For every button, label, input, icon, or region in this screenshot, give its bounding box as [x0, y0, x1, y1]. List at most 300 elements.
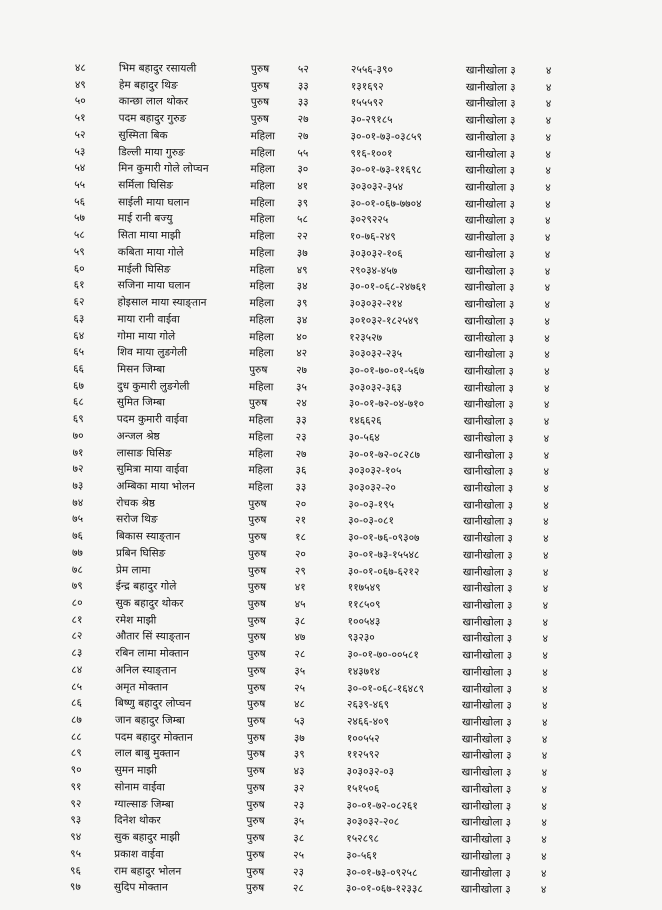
serial-number-cell: ७९: [71, 580, 83, 593]
address-cell: खानीखोला ३: [465, 181, 516, 194]
age-cell: ४१: [297, 180, 309, 193]
person-name-cell: जान बहादुर जिम्बा: [114, 714, 185, 727]
ward-number-cell: ४: [545, 148, 551, 161]
person-name-cell: सुस्मिता बिक: [118, 129, 168, 142]
gender-cell: महिला: [249, 263, 275, 276]
age-cell: ५३: [293, 715, 305, 728]
serial-number-cell: ७६: [72, 530, 84, 543]
citizenship-number-cell: ११७५४९: [347, 581, 381, 595]
address-cell: खानीखोला ३: [461, 716, 512, 729]
person-name-cell: ईन्द्र बहादुर गोले: [115, 580, 177, 593]
ward-number-cell: ४: [542, 599, 549, 612]
person-name-cell: सुदिप मोक्तान: [113, 881, 168, 894]
address-cell: खानीखोला ३: [463, 432, 514, 445]
ward-number-cell: ४: [545, 165, 551, 178]
serial-number-cell: ८५: [71, 680, 83, 693]
gender-cell: महिला: [249, 297, 274, 310]
citizenship-number-cell: ३०३०३२-२०: [348, 481, 396, 494]
ward-number-cell: ४: [543, 415, 550, 428]
age-cell: २८: [294, 648, 306, 661]
ward-number-cell: ४: [542, 583, 549, 596]
serial-number-cell: ८०: [71, 596, 83, 610]
serial-number-cell: ६६: [73, 362, 85, 375]
person-name-cell: ग्याल्साङ जिम्बा: [114, 797, 174, 811]
serial-number-cell: ९३: [70, 814, 82, 827]
age-cell: ४९: [296, 263, 308, 277]
citizenship-number-cell: १४३७१४: [347, 665, 381, 678]
citizenship-number-cell: १२३५२७: [349, 331, 383, 344]
gender-cell: पुरुष: [247, 648, 266, 661]
address-cell: खानीखोला ३: [464, 365, 514, 378]
address-cell: खानीखोला ३: [465, 164, 516, 178]
person-name-cell: डिल्ली माया गुरुङ: [118, 145, 185, 159]
citizenship-number-cell: ३०-०१-०६७-७७०४: [350, 197, 422, 210]
person-name-cell: होइसाल माया स्याङ्तान: [117, 296, 207, 309]
gender-cell: पुरुष: [248, 514, 267, 527]
age-cell: ४०: [296, 330, 308, 343]
person-name-cell: शिव माया लुङगेली: [117, 346, 187, 359]
person-name-cell: गोमा माया गोले: [117, 329, 176, 343]
serial-number-cell: ९४: [70, 831, 82, 844]
person-name-cell: अन्जल श्रेष्ठ: [116, 430, 160, 443]
address-cell: खानीखोला ३: [461, 866, 511, 880]
address-cell: खानीखोला ३: [462, 699, 512, 712]
address-cell: खानीखोला ३: [462, 599, 513, 612]
ward-number-cell: ४: [544, 349, 550, 362]
gender-cell: महिला: [248, 430, 274, 444]
citizenship-number-cell: १३१६९२: [350, 80, 384, 93]
ward-number-cell: ४: [544, 332, 550, 345]
age-cell: २४: [295, 397, 307, 410]
gender-cell: पुरुष: [246, 848, 265, 861]
gender-cell: पुरुष: [246, 715, 266, 728]
age-cell: १८: [295, 531, 307, 544]
age-cell: २५: [293, 849, 305, 862]
ward-number-cell: ४: [545, 98, 552, 111]
person-name-cell: मिसन जिम्बा: [117, 363, 166, 376]
serial-number-cell: ५७: [73, 212, 85, 225]
gender-cell: महिला: [249, 330, 274, 343]
citizenship-number-cell: ३०१०३२-१८२५४९: [349, 314, 419, 327]
person-name-cell: दिनेश थोकर: [114, 814, 161, 827]
citizenship-number-cell: ३०-०१-७२-०८२८७: [348, 448, 421, 461]
age-cell: ४७: [294, 631, 306, 644]
address-cell: खानीखोला ३: [465, 97, 516, 111]
person-name-cell: रबिन लामा मोक्तान: [115, 647, 189, 660]
person-name-cell: सजिना माया घलान: [117, 279, 191, 293]
person-name-cell: सोनाम वाईवा: [114, 781, 165, 794]
age-cell: २१: [295, 514, 307, 527]
serial-number-cell: ५६: [74, 195, 86, 208]
citizenship-number-cell: ३०३०३२-०३: [346, 765, 395, 779]
address-cell: खानीखोला ३: [461, 766, 512, 779]
address-cell: खानीखोला ३: [464, 265, 515, 278]
ward-number-cell: ४: [543, 482, 549, 495]
gender-cell: महिला: [250, 146, 275, 159]
serial-number-cell: ८३: [71, 647, 83, 660]
serial-number-cell: ५०: [74, 95, 86, 108]
person-name-cell: अम्बिका माया भोलन: [116, 480, 195, 493]
person-name-cell: साईली माया घलान: [118, 196, 190, 209]
address-cell: खानीखोला ३: [463, 398, 514, 412]
gender-cell: पुरुष: [247, 614, 266, 627]
person-name-cell: दुध कुमारी लुङगेली: [116, 379, 190, 393]
age-cell: २०: [295, 498, 307, 511]
citizenship-number-cell: ३०-०१-०६७-१२३३८: [345, 882, 423, 896]
age-cell: २७: [297, 113, 309, 126]
serial-number-cell: ६८: [72, 396, 84, 409]
ward-number-cell: ४: [542, 650, 548, 663]
age-cell: २७: [297, 130, 309, 143]
serial-number-cell: ८१: [71, 613, 83, 626]
age-cell: २५: [294, 681, 306, 695]
serial-number-cell: ६१: [73, 279, 85, 292]
age-cell: २७: [295, 447, 307, 460]
age-cell: ३४: [296, 280, 308, 293]
citizenship-number-cell: ३०२९२२५: [349, 214, 389, 227]
citizenship-number-cell: १५१५०६: [346, 782, 380, 795]
citizenship-number-cell: ३०-५६४: [348, 431, 380, 444]
citizenship-number-cell: ३०३०३२-२३५: [349, 347, 403, 361]
age-cell: २७: [296, 364, 308, 377]
address-cell: खानीखोला ३: [461, 816, 512, 830]
serial-number-cell: ७०: [72, 429, 84, 442]
citizenship-number-cell: ३०-०१-७२-०८२६१: [346, 799, 418, 812]
citizenship-number-cell: ३०-०१-७२-०४-७१०: [348, 398, 425, 411]
address-cell: खानीखोला ३: [464, 248, 515, 261]
gender-cell: पुरुष: [246, 731, 266, 744]
ward-number-cell: ४: [545, 181, 551, 194]
address-cell: खानीखोला ३: [465, 131, 516, 144]
gender-cell: महिला: [249, 230, 275, 243]
citizenship-number-cell: ११२५९२: [346, 749, 380, 762]
person-name-cell: सरोज थिङ: [116, 513, 158, 526]
age-cell: ३४: [296, 314, 308, 327]
gender-cell: महिला: [248, 380, 274, 393]
ward-number-cell: ४: [542, 666, 548, 679]
serial-number-cell: ८४: [71, 663, 83, 676]
person-name-cell: पदम कुमारी वाईवा: [116, 413, 188, 426]
address-cell: खानीखोला ३: [464, 331, 515, 345]
person-name-cell: सुमित जिम्बा: [116, 396, 166, 409]
address-cell: खानीखोला ३: [461, 799, 512, 813]
serial-number-cell: ५२: [74, 128, 86, 141]
person-name-cell: प्रकाश वाईवा: [114, 848, 164, 861]
ward-number-cell: ४: [543, 516, 549, 529]
address-cell: खानीखोला ३: [463, 482, 514, 495]
address-cell: खानीखोला ३: [463, 532, 513, 545]
ward-number-cell: ४: [543, 466, 549, 479]
gender-cell: पुरुष: [247, 598, 267, 611]
ward-number-cell: ४: [544, 215, 551, 228]
citizenship-number-cell: ३०-०१-०६७-६२१२: [347, 565, 420, 578]
ward-number-cell: ४: [541, 833, 547, 846]
ward-number-cell: ४: [543, 532, 549, 546]
serial-number-cell: ७८: [71, 563, 83, 576]
address-cell: खानीखोला ३: [465, 114, 516, 127]
gender-cell: पुरुष: [246, 865, 265, 878]
person-name-cell: कान्छा लाल थोकर: [118, 95, 189, 109]
serial-number-cell: ८७: [70, 714, 82, 727]
address-cell: खानीखोला ३: [465, 147, 516, 161]
citizenship-number-cell: ३०-०३-१९५: [348, 498, 395, 511]
ward-number-cell: ४: [543, 499, 549, 512]
person-name-cell: रोचक श्रेष्ठ: [116, 496, 156, 510]
citizenship-number-cell: ३०-०१-७३-११६९८: [350, 163, 422, 177]
ward-number-cell: ४: [544, 365, 550, 378]
person-name-cell: माया रानी वाईवा: [117, 313, 180, 326]
serial-number-cell: ९७: [69, 881, 81, 894]
gender-cell: पुरुष: [250, 113, 269, 126]
ward-number-cell: ४: [545, 198, 551, 211]
citizenship-number-cell: १००५५२: [346, 732, 380, 745]
person-name-cell: रमेश माझी: [115, 613, 157, 627]
serial-number-cell: ६९: [72, 413, 84, 426]
person-name-cell: लाल बाबु मुक्तान: [114, 747, 180, 761]
age-cell: ५८: [296, 213, 308, 226]
age-cell: ३२: [293, 782, 305, 795]
serial-number-cell: ७२: [72, 463, 84, 476]
address-cell: खानीखोला ३: [461, 749, 512, 763]
age-cell: ३८: [294, 615, 306, 628]
citizenship-number-cell: २४६६-४०९: [346, 715, 390, 728]
person-name-cell: माईली घिसिङ: [117, 262, 171, 276]
address-cell: खानीखोला ३: [462, 632, 513, 646]
gender-cell: पुरुष: [246, 748, 266, 761]
serial-number-cell: ८८: [70, 730, 82, 743]
gender-cell: महिला: [248, 464, 273, 477]
gender-cell: पुरुष: [248, 531, 267, 544]
ward-number-cell: ४: [544, 232, 551, 245]
gender-cell: पुरुष: [247, 664, 266, 678]
ward-number-cell: ४: [544, 315, 550, 328]
person-name-cell: बिष्णु बहादुर लोप्चन: [115, 697, 192, 711]
citizenship-number-cell: ३०-०१-७०-०१-५६७: [349, 364, 425, 378]
age-cell: ४१: [294, 581, 306, 594]
serial-number-cell: ६२: [73, 296, 85, 309]
serial-number-cell: ७३: [72, 479, 84, 493]
ward-number-cell: ४: [543, 382, 550, 395]
gender-cell: महिला: [248, 481, 273, 494]
citizenship-number-cell: २९०३४-४५७: [349, 264, 398, 277]
ward-number-cell: ४: [544, 248, 551, 261]
ward-number-cell: ४: [545, 81, 552, 94]
age-cell: २०: [294, 548, 306, 561]
gender-cell: पुरुष: [246, 832, 265, 845]
citizenship-number-cell: ११८५०९: [347, 598, 381, 611]
address-cell: खानीखोला ३: [465, 64, 516, 77]
ward-number-cell: ४: [542, 566, 549, 579]
ward-number-cell: ४: [542, 683, 548, 696]
ward-number-cell: ४: [541, 750, 548, 763]
ward-number-cell: ४: [542, 549, 549, 562]
ward-number-cell: ४: [541, 767, 548, 780]
citizenship-number-cell: ९३२३०: [347, 632, 375, 645]
age-cell: ३९: [297, 197, 309, 210]
serial-number-cell: ९२: [70, 797, 82, 810]
person-name-cell: सिता माया माझी: [117, 229, 181, 242]
person-name-cell: राम बहादुर भोलन: [114, 864, 182, 878]
citizenship-number-cell: ३०३०३२-३५४: [350, 180, 404, 194]
address-cell: खानीखोला ३: [463, 499, 514, 512]
serial-number-cell: ७७: [71, 546, 83, 559]
ward-number-cell: ४: [544, 298, 551, 311]
gender-cell: पुरुष: [250, 79, 270, 92]
serial-number-cell: ६७: [72, 379, 84, 392]
gender-cell: पुरुष: [247, 547, 267, 561]
age-cell: ५५: [297, 146, 309, 160]
serial-number-cell: ५५: [74, 179, 86, 192]
address-cell: खानीखोला ३: [462, 582, 513, 595]
address-cell: खानीखोला ३: [461, 850, 511, 863]
ward-number-cell: ४: [541, 800, 547, 813]
person-name-cell: माई रानी बज्यु: [117, 212, 173, 226]
age-cell: ३९: [293, 748, 305, 761]
citizenship-number-cell: ३०३०३२-१०५: [348, 464, 402, 478]
ward-number-cell: ४: [544, 265, 551, 278]
ward-number-cell: ४: [541, 716, 548, 729]
person-name-cell: कबिता माया गोले: [117, 246, 184, 259]
member-list-body: [70, 60, 566, 899]
age-cell: २३: [295, 431, 307, 444]
serial-number-cell: ६३: [73, 312, 85, 325]
age-cell: ३३: [295, 481, 307, 494]
citizenship-number-cell: ३०३०३२-३६३: [348, 381, 402, 394]
ward-number-cell: ४: [542, 616, 549, 629]
address-cell: खानीखोला ३: [465, 198, 515, 211]
address-cell: खानीखोला ३: [462, 616, 513, 629]
age-cell: ३५: [295, 381, 307, 394]
serial-number-cell: ५८: [73, 229, 85, 242]
address-cell: खानीखोला ३: [463, 465, 514, 478]
age-cell: ३५: [293, 815, 305, 828]
age-cell: २२: [296, 230, 308, 243]
gender-cell: पुरुष: [246, 798, 265, 811]
person-name-cell: अनिल स्याङ्तान: [115, 664, 177, 677]
gender-cell: पुरुष: [247, 581, 267, 594]
gender-cell: महिला: [249, 246, 275, 260]
citizenship-number-cell: ३०३०३२-१०६: [349, 247, 403, 260]
serial-number-cell: ८२: [71, 630, 83, 643]
age-cell: ३३: [295, 414, 307, 427]
person-name-cell: सुमित्रा माया वाईवा: [116, 463, 188, 476]
citizenship-number-cell: १५२८९८: [346, 832, 380, 845]
address-cell: खानीखोला ३: [461, 833, 512, 846]
citizenship-number-cell: ३०-०१-०६८-२४७६१: [349, 281, 427, 294]
ward-number-cell: ४: [541, 850, 547, 863]
address-cell: खानीखोला ३: [465, 81, 516, 94]
person-name-cell: सुमन माझी: [114, 764, 157, 777]
age-cell: २८: [292, 882, 304, 895]
age-cell: २३: [293, 798, 305, 812]
age-cell: ४२: [296, 347, 308, 360]
serial-number-cell: ८६: [71, 697, 83, 710]
serial-number-cell: ५३: [74, 145, 86, 158]
address-cell: खानीखोला ३: [462, 666, 513, 679]
age-cell: ३८: [293, 832, 305, 845]
gender-cell: महिला: [249, 213, 275, 226]
serial-number-cell: ९१: [70, 780, 82, 793]
gender-cell: महिला: [249, 347, 274, 360]
member-list-table: [70, 60, 566, 899]
person-name-cell: अमृत मोक्तान: [115, 680, 169, 694]
citizenship-number-cell: ३०-०१-७०-००५८१: [347, 648, 419, 662]
gender-cell: पुरुष: [247, 631, 266, 644]
citizenship-number-cell: १४६६२६: [348, 414, 382, 427]
citizenship-number-cell: २६३९-४६९: [347, 698, 390, 712]
address-cell: खानीखोला ३: [463, 515, 514, 529]
serial-number-cell: ६०: [73, 262, 85, 275]
address-cell: खानीखोला ३: [464, 348, 515, 361]
person-name-cell: सुक बहादुर थोकर: [115, 597, 184, 610]
serial-number-cell: ६५: [73, 346, 85, 359]
serial-number-cell: ९५: [70, 847, 82, 860]
age-cell: ४५: [294, 598, 306, 611]
person-name-cell: पदम बहादुर मोक्तान: [114, 731, 193, 744]
citizenship-number-cell: २५५६-३९०: [350, 63, 393, 76]
age-cell: ५२: [297, 63, 309, 76]
citizenship-number-cell: ३०-०१-७३-०३८५९: [350, 130, 423, 143]
gender-cell: पुरुष: [249, 364, 268, 377]
ward-number-cell: ४: [543, 399, 550, 412]
serial-number-cell: ७५: [72, 513, 84, 526]
address-cell: खानीखोला ३: [460, 883, 511, 896]
gender-cell: पुरुष: [246, 781, 265, 795]
gender-cell: महिला: [249, 313, 274, 327]
age-cell: ४३: [293, 765, 305, 778]
serial-number-cell: ९६: [70, 864, 82, 877]
address-cell: खानीखोला ३: [463, 448, 514, 462]
gender-cell: महिला: [249, 280, 275, 293]
address-cell: खानीखोला ३: [464, 298, 515, 311]
citizenship-number-cell: ३०३०३२-२०८: [346, 816, 400, 829]
ward-number-cell: ४: [543, 432, 550, 445]
gender-cell: महिला: [250, 129, 275, 143]
age-cell: ३७: [293, 732, 305, 745]
person-name-cell: प्रेम लामा: [115, 563, 151, 577]
citizenship-number-cell: १०-७६-२४९: [349, 230, 396, 244]
address-cell: खानीखोला ३: [461, 783, 512, 796]
age-cell: २३: [293, 865, 305, 878]
ward-number-cell: ४: [540, 884, 547, 897]
gender-cell: पुरुष: [250, 96, 270, 109]
gender-cell: पुरुष: [246, 815, 265, 828]
citizenship-number-cell: ३०-२९१८५: [350, 113, 393, 127]
age-cell: ३६: [295, 464, 307, 477]
address-cell: खानीखोला ३: [462, 682, 513, 696]
serial-number-cell: ४८: [74, 61, 86, 75]
age-cell: ३०: [297, 163, 309, 176]
person-name-cell: लासाङ घिसिङ: [116, 446, 172, 460]
gender-cell: पुरुष: [250, 63, 270, 76]
gender-cell: महिला: [248, 447, 274, 460]
age-cell: ३३: [297, 96, 309, 109]
address-cell: खानीखोला ३: [462, 565, 513, 579]
age-cell: ३३: [297, 80, 309, 93]
address-cell: खानीखोला ३: [464, 315, 515, 328]
gender-cell: पुरुष: [246, 765, 266, 778]
citizenship-number-cell: ३०-०१-७३-०९२५८: [346, 866, 418, 879]
serial-number-cell: ७४: [72, 496, 84, 509]
citizenship-number-cell: ३०-०१-०६८-१६४८९: [347, 682, 425, 695]
ward-number-cell: ४: [542, 700, 548, 713]
citizenship-number-cell: ३०-५६१: [346, 849, 378, 862]
gender-cell: पुरुष: [247, 681, 266, 694]
table-row: [70, 879, 561, 899]
ward-number-cell: ४: [541, 817, 547, 830]
address-cell: खानीखोला ३: [464, 214, 515, 228]
ward-number-cell: ४: [541, 867, 547, 880]
